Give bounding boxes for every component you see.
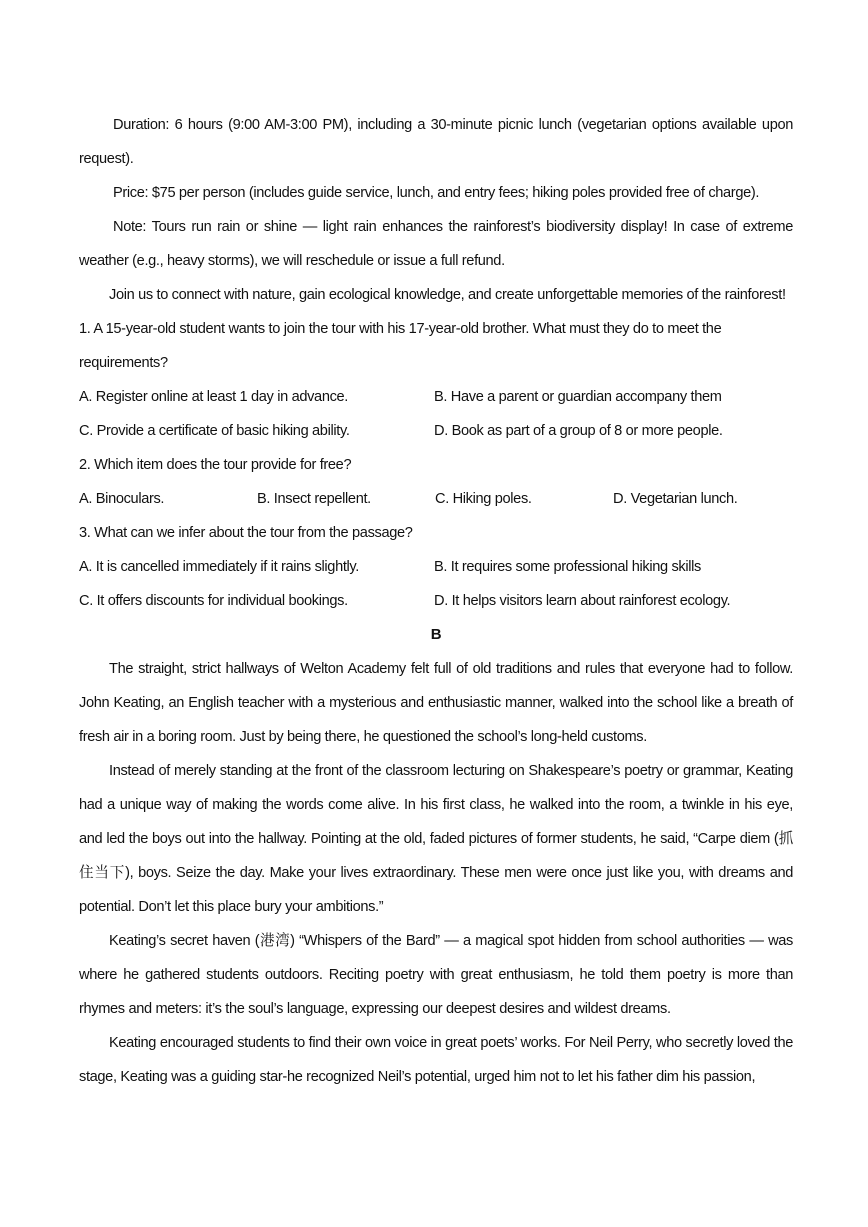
closing-paragraph: Join us to connect with nature, gain ecological knowledge, and create unforgettable memories of the rainforest! <box>109 287 786 303</box>
question-1-options <box>79 380 793 448</box>
question-2-option-d: D. Vegetarian lunch. <box>613 491 738 507</box>
question-2-option-c: C. Hiking poles. <box>435 491 532 507</box>
question-3-option-a: A. It is cancelled immediately if it rains slightly. <box>79 559 359 575</box>
question-1-option-d: D. Book as part of a group of 8 or more people. <box>434 423 723 439</box>
question-1-option-b: B. Have a parent or guardian accompany them <box>434 389 722 405</box>
question-2-option-a: A. Binoculars. <box>79 491 165 507</box>
section-b-paragraph-2: Instead of merely standing at the front of the classroom lecturing on Shakespeare’s poetry or grammar, Keating had a unique way of making the words come alive. In his first class, he walked into the room, a twinkle in his eye, and led the boys out into the hallway. Pointing at the old, faded pictures of former students, he said, “Carpe diem (抓住当下), boys. Seize the day. Make your lives extraordinary. These men were once just like you, with dreams and potential. Don’t let this place bury your ambitions.” <box>79 763 793 915</box>
question-3-option-d: D. It helps visitors learn about rainforest ecology. <box>434 593 731 609</box>
question-1-option-c: C. Provide a certificate of basic hiking ability. <box>79 423 350 439</box>
section-b-paragraph-4: Keating encouraged students to find their own voice in great poets’ works. For Neil Perry, who secretly loved the stage, Keating was a guiding star-he recognized Neil’s potential, urged him not to let his father dim his passion, <box>79 1035 793 1085</box>
question-2-options <box>79 482 793 516</box>
note-paragraph: Note: Tours run rain or shine — light rain enhances the rainforest’s biodiversity display! In case of extreme weather (e.g., heavy storms), we will reschedule or issue a full refund. <box>79 219 793 269</box>
document-page <box>79 108 793 1094</box>
price-paragraph: Price: $75 per person (includes guide service, lunch, and entry fees; hiking poles provided free of charge). <box>113 185 760 201</box>
question-1-stem: 1. A 15-year-old student wants to join the tour with his 17-year-old brother. What must they do to meet the requirements? <box>79 321 722 371</box>
question-2-stem: 2. Which item does the tour provide for free? <box>79 457 352 473</box>
section-b-paragraph-1: The straight, strict hallways of Welton Academy felt full of old traditions and rules that everyone had to follow. John Keating, an English teacher with a mysterious and enthusiastic manner, walked into the school like a breath of fresh air in a boring room. Just by being there, he questioned the school’s long-held customs. <box>79 661 793 745</box>
question-3-options <box>79 550 793 618</box>
question-3-option-b: B. It requires some professional hiking skills <box>434 559 701 575</box>
section-b-paragraph-3: Keating’s secret haven (港湾) “Whispers of the Bard” — a magical spot hidden from school authorities — was where he gathered students outdoors. Reciting poetry with great enthusiasm, he told them poetry is more than rhymes and meters: it’s the soul’s language, expressing our deepest desires and wildest dreams. <box>79 933 793 1017</box>
section-b-heading: B <box>430 626 442 643</box>
question-2-option-b: B. Insect repellent. <box>257 491 371 507</box>
question-3-option-c: C. It offers discounts for individual bookings. <box>79 593 348 609</box>
duration-paragraph: Duration: 6 hours (9:00 AM-3:00 PM), including a 30-minute picnic lunch (vegetarian options available upon request). <box>79 117 793 167</box>
question-1-option-a: A. Register online at least 1 day in advance. <box>79 389 348 405</box>
question-3-stem: 3. What can we infer about the tour from the passage? <box>79 525 413 541</box>
